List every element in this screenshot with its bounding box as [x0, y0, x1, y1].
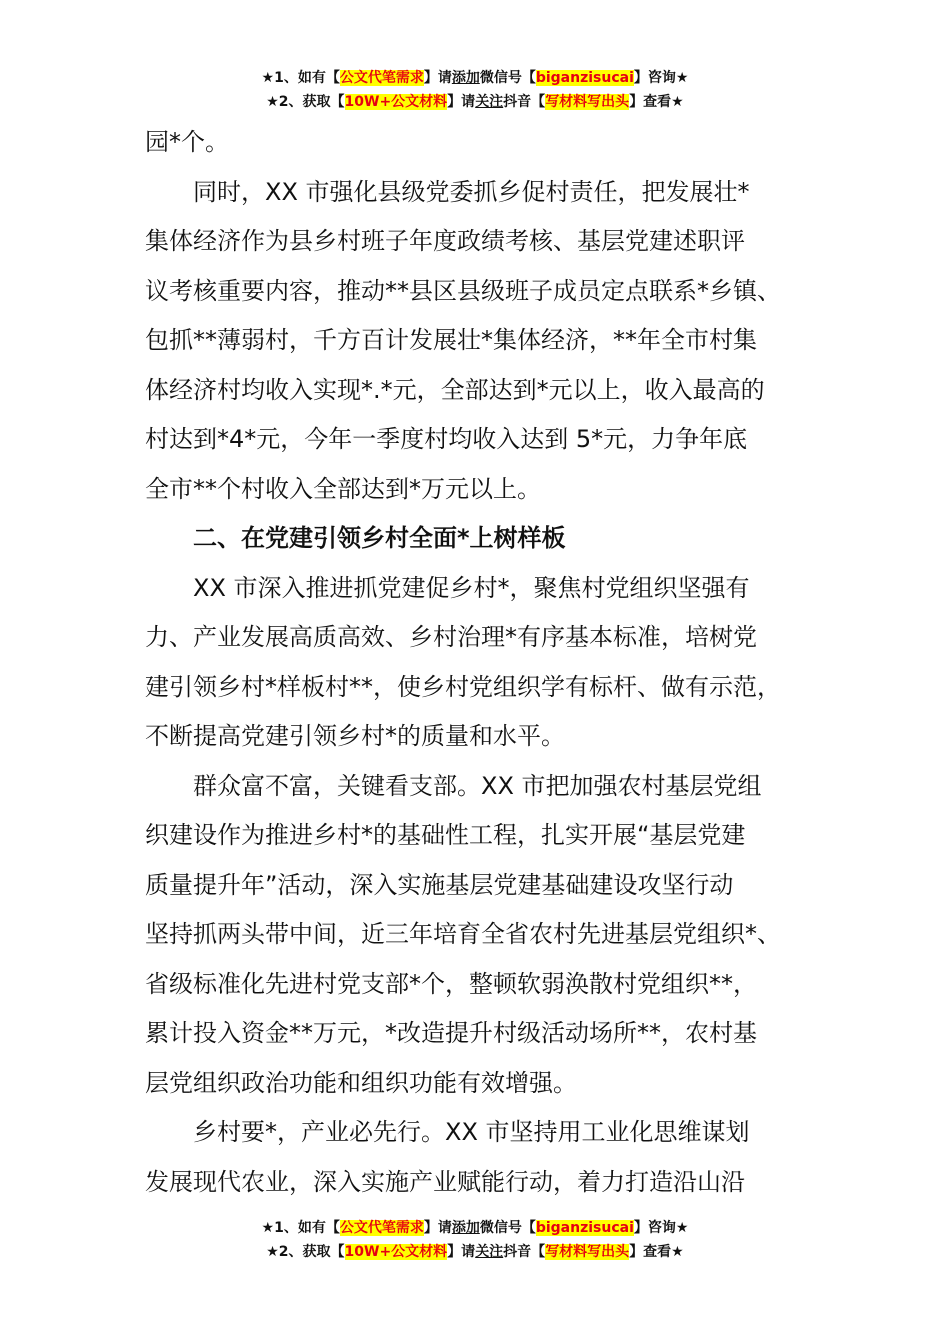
text-line: 织建设作为推进乡村*的基础性工程，扎实开展“基层党建	[145, 821, 746, 849]
banner-highlight: 10W+公文材料	[344, 1244, 448, 1260]
banner-text: ★1、如有【	[261, 1220, 340, 1236]
banner-text: 抖音【	[503, 1244, 546, 1260]
text-line: 集体经济作为县乡村班子年度政绩考核、基层党建述职评	[145, 227, 745, 255]
banner-text: 】请	[423, 70, 452, 86]
text-line: 全市**个村收入全部达到*万元以上。	[145, 474, 541, 503]
text-line: 不断提高党建引领乡村*的质量和水平。	[145, 722, 565, 750]
header-banner-line-2	[0, 90, 950, 114]
footer-banner-line-1	[0, 1216, 950, 1240]
banner-highlight: 写材料写出头	[545, 94, 630, 110]
banner-highlight: biganzisucai	[535, 1220, 634, 1236]
footer-banner-line-2	[0, 1240, 950, 1264]
text-line: 村达到*4*元，今年一季度村均收入达到 5*元，力争年底	[145, 425, 748, 453]
text-line: 园*个。	[145, 128, 229, 156]
text-line: 建引领乡村*样板村**，使乡村党组织学有标杆、做有示范，	[145, 672, 781, 701]
header-banner	[0, 66, 950, 114]
banner-highlight: biganzisucai	[535, 70, 634, 86]
text-line: XX 市深入推进抓党建促乡村*，聚焦村党组织坚强有	[145, 573, 750, 602]
text-line: 群众富不富，关键看支部。XX 市把加强农村基层党组	[145, 771, 762, 800]
banner-text: 】请	[423, 1220, 452, 1236]
text-line: 议考核重要内容，推动**县区县级班子成员定点联系*乡镇、	[145, 276, 781, 305]
banner-text: ★1、如有【	[261, 70, 340, 86]
text-line: 层党组织政治功能和组织功能有效增强。	[145, 1068, 577, 1097]
text-line: 包抓**薄弱村，千方百计发展壮*集体经济，**年全市村集	[145, 326, 757, 354]
banner-text: 】请	[447, 1244, 476, 1260]
banner-text: 微信号【	[479, 1220, 536, 1236]
text-line: 累计投入资金**万元，*改造提升村级活动场所**，农村基	[145, 1019, 757, 1047]
banner-text: 】咨询★	[633, 70, 689, 86]
banner-underline: 关注	[475, 1244, 504, 1260]
banner-text: 】查看★	[629, 94, 684, 110]
header-banner-line-1	[0, 66, 950, 90]
banner-text: 】查看★	[629, 1244, 684, 1260]
banner-underline: 关注	[475, 94, 504, 110]
text-line: 力、产业发展高质高效、乡村治理*有序基本标准，培树党	[145, 623, 757, 651]
document-body	[145, 118, 845, 1207]
text-line: 体经济村均收入实现*.*元，全部达到*元以上，收入最高的	[145, 375, 765, 404]
section-heading: 二、在党建引领乡村全面*上树样板	[145, 524, 566, 552]
banner-highlight: 10W+公文材料	[344, 94, 448, 110]
banner-text: 微信号【	[479, 70, 536, 86]
banner-highlight: 公文代笔需求	[339, 70, 424, 86]
banner-text: ★2、获取【	[266, 1244, 345, 1260]
text-line: 坚持抓两头带中间，近三年培育全省农村先进基层党组织*、	[145, 920, 781, 948]
footer-banner	[0, 1216, 950, 1264]
text-line: 同时，XX 市强化县级党委抓乡促村责任，把发展壮*	[145, 177, 750, 206]
banner-text: 抖音【	[503, 94, 546, 110]
text-line: 乡村要*，产业必先行。XX 市坚持用工业化思维谋划	[145, 1118, 750, 1146]
banner-text: ★2、获取【	[266, 94, 345, 110]
text-line: 质量提升年”活动，深入实施基层党建基础建设攻坚行动	[145, 870, 734, 899]
banner-highlight: 写材料写出头	[545, 1244, 630, 1260]
banner-underline: 添加	[451, 70, 480, 86]
text-line: 发展现代农业，深入实施产业赋能行动，着力打造沿山沿	[145, 1167, 745, 1196]
banner-underline: 添加	[451, 1220, 480, 1236]
banner-highlight: 公文代笔需求	[339, 1220, 424, 1236]
text-line: 省级标准化先进村党支部*个，整顿软弱涣散村党组织**，	[145, 969, 757, 998]
banner-text: 】请	[447, 94, 476, 110]
banner-text: 】咨询★	[633, 1220, 689, 1236]
